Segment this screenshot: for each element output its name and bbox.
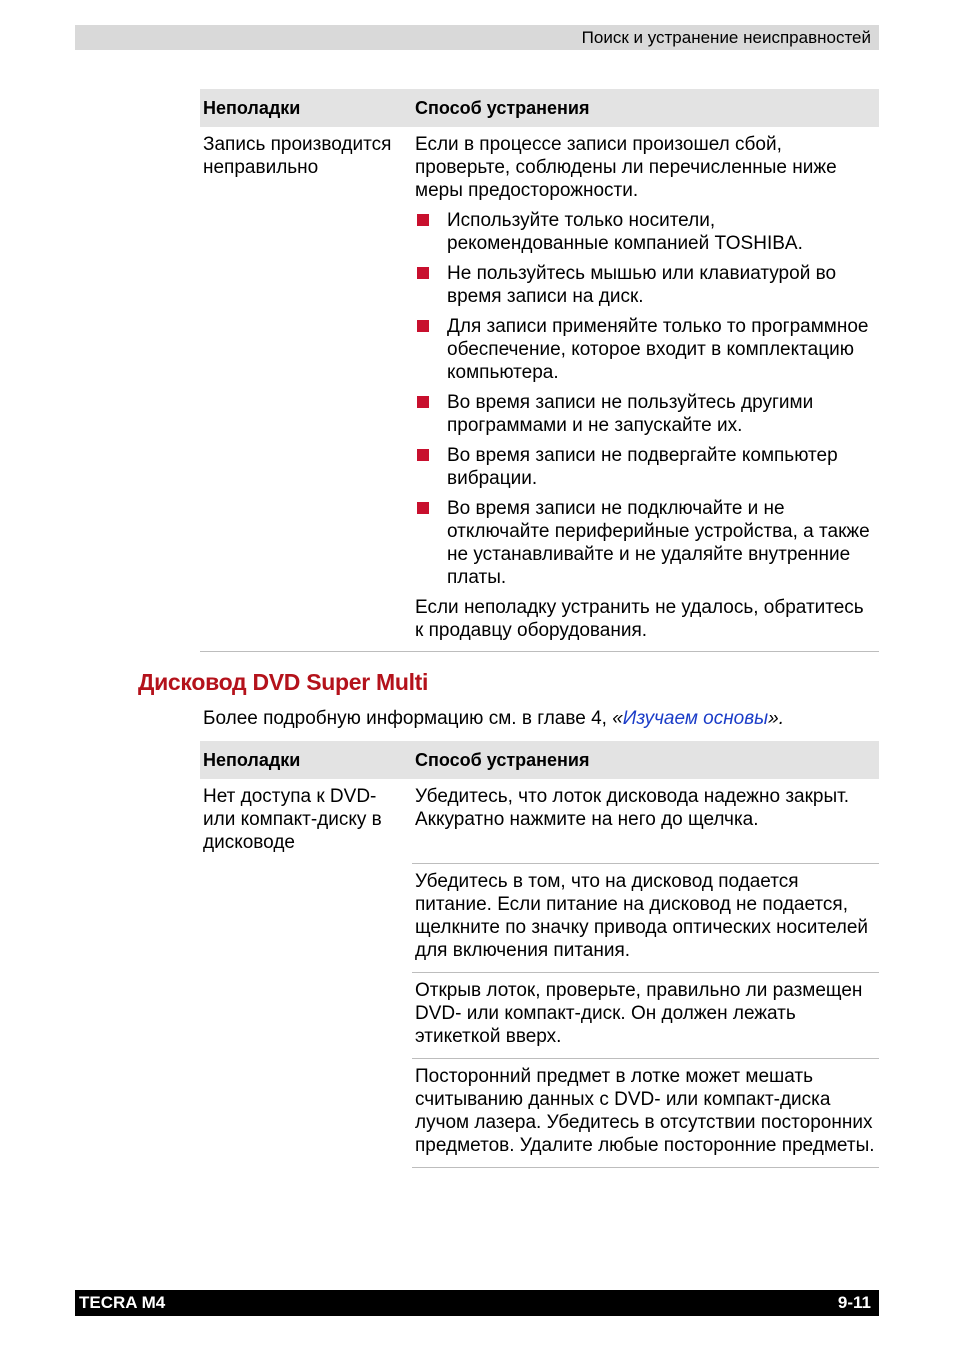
- solution-intro: Если в процессе записи произошел сбой, проверьте, соблюдены ли перечисленные ниже меры предосторожности.: [415, 134, 837, 201]
- solution-cell: Посторонний предмет в лотке может мешать считыванию данных с DVD- или компакт-диска лучом лазера. Убедитесь в отсутствии посторонних предметов. Удалите любые посторонние предметы.: [412, 1059, 879, 1168]
- section-title: Дисковод DVD Super Multi: [138, 669, 429, 695]
- list-item: Используйте только носители, рекомендованные компанией TOSHIBA.: [415, 209, 876, 255]
- page-header: [75, 25, 879, 50]
- solution-cell: Убедитесь в том, что на дисковод подается питание. Если питание на дисковод не подается, щелкните по значку привода оптических носителей для включения питания.: [412, 864, 879, 973]
- square-bullet-icon: [417, 502, 429, 514]
- page-number: 9-11: [837, 1293, 871, 1312]
- square-bullet-icon: [417, 396, 429, 408]
- solution-cell: Убедитесь, что лоток дисковода надежно закрыт. Аккуратно нажмите на него до щелчка.: [412, 779, 879, 864]
- list-item: Во время записи не пользуйтесь другими программами и не запускайте их.: [415, 391, 876, 437]
- precautions-list: [415, 209, 876, 589]
- page-footer: [75, 1290, 879, 1316]
- list-item: Во время записи не подключайте и не отключайте периферийные устройства, а также не устанавливайте и не удаляйте внутренние платы.: [415, 497, 876, 589]
- square-bullet-icon: [417, 267, 429, 279]
- solution-outro: Если неполадку устранить не удалось, обратитесь к продавцу оборудования.: [415, 597, 864, 641]
- list-item: Для записи применяйте только то программное обеспечение, которое входит в комплектацию компьютера.: [415, 315, 876, 384]
- column-header-solution: Способ устранения: [412, 89, 879, 127]
- chapter-link[interactable]: Изучаем основы: [622, 708, 769, 729]
- square-bullet-icon: [417, 449, 429, 461]
- problem-cell: Нет доступа к DVD- или компакт-диску в дисководе: [203, 786, 382, 853]
- model-name: TECRA M4: [79, 1293, 166, 1312]
- column-header-problem: Неполадки: [200, 89, 412, 127]
- list-item: Не пользуйтесь мышью или клавиатурой во время записи на диск.: [415, 262, 876, 308]
- column-header-solution: Способ устранения: [412, 741, 879, 779]
- chapter-title: Поиск и устранение неисправностей: [581, 28, 871, 47]
- troubleshooting-table-recording: [200, 89, 879, 652]
- section-intro: Более подробную информацию см. в главе 4, «Изучаем основы».: [203, 708, 784, 729]
- troubleshooting-table-dvd: [200, 741, 879, 1168]
- table-row: [200, 127, 879, 652]
- solution-cell: [412, 127, 879, 652]
- table-row: [200, 779, 879, 864]
- list-item: Во время записи не подвергайте компьютер вибрации.: [415, 444, 876, 490]
- column-header-problem: Неполадки: [200, 741, 412, 779]
- square-bullet-icon: [417, 214, 429, 226]
- problem-cell: Запись производится неправильно: [200, 127, 412, 652]
- solution-cell: Открыв лоток, проверьте, правильно ли размещен DVD- или компакт-диск. Он должен лежать этикеткой вверх.: [412, 973, 879, 1059]
- square-bullet-icon: [417, 320, 429, 332]
